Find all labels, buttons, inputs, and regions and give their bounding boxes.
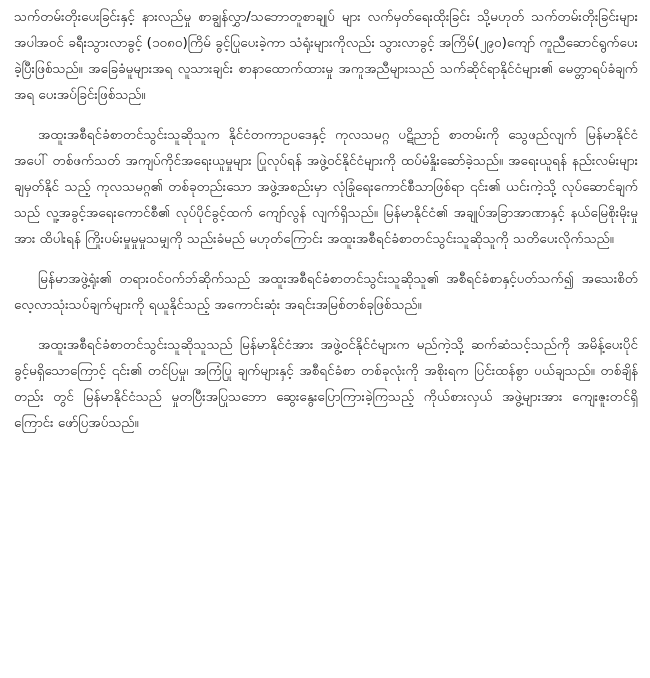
paragraph-3: မြန်မာအဖွဲ့ရုံး၏ တရားဝင်ဝက်ဘ်ဆိုက်သည် အထူးအစီရင်ခံစာတင်သွင်းသူဆိုသူ၏ အစီရင်ခံစာနှင့်ပတ်သက်၍ အသေးစိတ်လေ့လာသုံးသပ်ချက်များကို ရယူနိုင်သည့် အကောင်းဆုံး အရင်းအမြစ်တစ်ခုဖြစ်သည်။ <box>14 271 638 313</box>
paragraph-2: အထူးအစီရင်ခံစာတင်သွင်းသူဆိုသူက နိုင်ငံတကာဥပဒေနှင့် ကုလသမဂ္ဂ ပဋိညာဉ် စာတမ်းကို သွေဖည်လျက် မြန်မာနိုင်ငံအပေါ် တစ်ဖက်သတ် အကျပ်ကိုင်အရေးယူမှုများ ပြုလုပ်ရန် အဖွဲ့ဝင်နိုင်ငံများကို ထပ်မံနှိုးဆော်ခဲ့သည်။ အရေးယူရန် နည်းလမ်းများ ချမှတ်နိုင် သည့် ကုလသမဂ္ဂ၏ တစ်ခုတည်းသော အဖွဲ့အစည်းမှာ လုံခြုံရေးကောင်စီသာဖြစ်ရာ ၎င်း၏ ယင်းကဲ့သို့ လုပ်ဆောင်ချက်သည် လူ့အခွင့်အရေးကောင်စီ၏ လုပ်ပိုင်ခွင့်ထက် ကျော်လွန် လျက်ရှိသည်။ မြန်မာနိုင်ငံ၏ အချုပ်အခြာအာဏာနှင့် နယ်မြေစိုးမိုးမှုအား ထိပါးရန် ကြိုးပမ်းမှုမှုမှုသမျှကို သည်းခံမည် မဟုတ်ကြောင်း အထူးအစီရင်ခံစာတင်သွင်းသူဆိုသူကို သတိပေးလိုက်သည်။ <box>14 127 638 247</box>
paragraph-1: သက်တမ်းတိုးပေးခြင်းနှင့် နားလည်မှု စာချွန်လွှာ/သဘောတူစာချုပ် များ လက်မှတ်ရေးထိုးခြင်း သို့မဟုတ် သက်တမ်းတိုးခြင်းများ အပါအဝင် ခရီးသွားလာခွင့် (၁၀၈၀)ကြိမ် ခွင့်ပြုပေးခဲ့ကာ သံရုံးများကိုလည်း သွားလာခွင့် အကြိမ်(၂၉၀)ကျော် ကူညီဆောင်ရွက်ပေးခဲ့ပြီးဖြစ်သည်။ အခြေခံမူများအရ လူသားချင်း စာနာထောက်ထားမှု အကူအညီများသည် သက်ဆိုင်ရာနိုင်ငံများ၏ မေတ္တာရပ်ခံချက်အရ ပေးအပ်ခြင်းဖြစ်သည်။ <box>14 9 638 103</box>
paragraph-4: အထူးအစီရင်ခံစာတင်သွင်းသူဆိုသူသည် မြန်မာနိုင်ငံအား အဖွဲ့ဝင်နိုင်ငံများက မည်ကဲ့သို့ ဆက်ဆံသင့်သည်ကို အမိန့်ပေးပိုင်ခွင့်မရှိသောကြောင့် ၎င်း၏ တင်ပြမှု၊ အကြံပြု ချက်များနှင့် အစီရင်ခံစာ တစ်ခုလုံးကို အစိုးရက ပြင်းထန်စွာ ပယ်ချသည်။ တစ်ချိန်တည်း တွင် မြန်မာနိုင်ငံသည် မှုတပြီးအပြုသဘော ဆွေးနွေးပြောကြားခဲ့ကြသည့် ကိုယ်စားလှယ် အဖွဲ့များအား ကျေးဇူးတင်ရှိကြောင်း ဖော်ပြအပ်သည်။ <box>14 337 638 431</box>
